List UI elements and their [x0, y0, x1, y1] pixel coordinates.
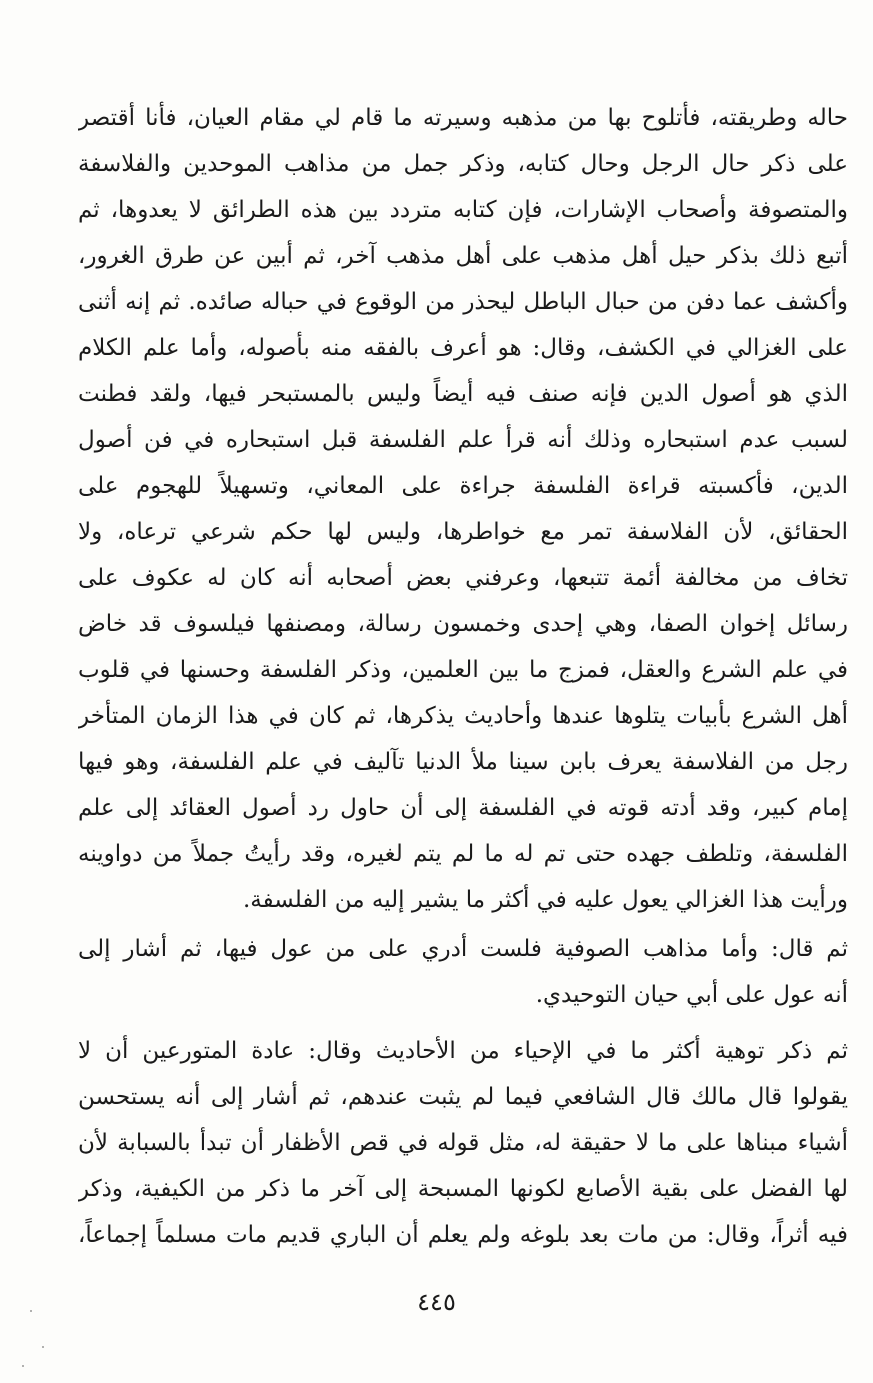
- text-line: رجل من الفلاسفة يعرف بابن سينا ملأ الدنيا تآليف في علم الفلسفة، وهو فيها: [78, 749, 848, 775]
- text-line: ورأيت هذا الغزالي يعول عليه في أكثر ما يشير إليه من الفلسفة.: [242, 887, 848, 913]
- scan-speck: [22, 1365, 24, 1367]
- scan-speck: [30, 1310, 32, 1312]
- text-line: الذي هو أصول الدين فإنه صنف فيه أيضاً وليس بالمستبحر فيها، ولقد فطنت: [78, 381, 848, 407]
- text-line: أهل الشرع بأبيات يتلوها عندها وأحاديث يذكرها، ثم كان في هذا الزمان المتأخر: [78, 703, 848, 729]
- scan-speck: [42, 1346, 44, 1348]
- text-line: يقولوا قال مالك قال الشافعي فيما لم يثبت عندهم، ثم أشار إلى أنه يستحسن: [78, 1084, 848, 1110]
- text-line: على ذكر حال الرجل وحال كتابه، وذكر جمل من مذاهب الموحدين والفلاسفة: [78, 151, 848, 177]
- paragraph-2: [78, 926, 848, 1018]
- text-line: الدين، فأكسبته قراءة الفلسفة جراءة على المعاني، وتسهيلاً للهجوم على: [78, 473, 848, 499]
- text-line: تخاف من مخالفة أئمة تتبعها، وعرفني بعض أصحابه أنه كان له عكوف على: [78, 565, 848, 591]
- text-line: على الغزالي في الكشف، وقال: هو أعرف بالفقه منه بأصوله، وأما علم الكلام: [78, 335, 848, 361]
- text-line: ثم ذكر توهية أكثر ما في الإحياء من الأحاديث وقال: عادة المتورعين أن لا: [78, 1038, 848, 1064]
- paragraph-1: [78, 95, 848, 923]
- text-line: أتبع ذلك بذكر حيل أهل مذهب على أهل مذهب آخر، ثم أبين عن طرق الغرور،: [78, 243, 848, 269]
- text-line: حاله وطريقته، فأتلوح بها من مذهبه وسيرته ما قام لي مقام العيان، فأنا أقتصر: [78, 105, 848, 131]
- text-line: أشياء مبناها على ما لا حقيقة له، مثل قوله في قص الأظفار أن تبدأ بالسبابة لأن: [78, 1130, 848, 1156]
- text-line: أنه عول على أبي حيان التوحيدي.: [535, 982, 848, 1008]
- text-line: ثم قال: وأما مذاهب الصوفية فلست أدري على من عول فيها، ثم أشار إلى: [78, 936, 848, 962]
- page-number: ٤٤٥: [417, 1288, 456, 1316]
- text-line: إمام كبير، وقد أدته قوته في الفلسفة إلى أن حاول رد أصول العقائد إلى علم: [78, 795, 848, 821]
- paragraph-3: [78, 1028, 848, 1258]
- text-line: وأكشف عما دفن من حبال الباطل ليحذر من الوقوع في حباله صائده. ثم إنه أثنى: [78, 289, 848, 315]
- text-line: الفلسفة، وتلطف جهده حتى تم له ما لم يتم لغيره، وقد رأيتُ جملاً من دواوينه: [78, 841, 848, 867]
- text-line: في علم الشرع والعقل، فمزج ما بين العلمين، وذكر الفلسفة وحسنها في قلوب: [78, 657, 848, 683]
- text-line: لسبب عدم استبحاره وذلك أنه قرأ علم الفلسفة قبل استبحاره في فن أصول: [78, 427, 848, 453]
- text-line: فيه أثراً، وقال: من مات بعد بلوغه ولم يعلم أن الباري قديم مات مسلماً إجماعاً،: [78, 1222, 848, 1248]
- text-line: والمتصوفة وأصحاب الإشارات، فإن كتابه متردد بين هذه الطرائق لا يعدوها، ثم: [78, 197, 848, 223]
- text-line: رسائل إخوان الصفا، وهي إحدى وخمسون رسالة، ومصنفها فيلسوف قد خاض: [78, 611, 848, 637]
- text-line: الحقائق، لأن الفلاسفة تمر مع خواطرها، وليس لها حكم شرعي ترعاه، ولا: [78, 519, 848, 545]
- text-line: لها الفضل على بقية الأصابع لكونها المسبحة إلى آخر ما ذكر من الكيفية، وذكر: [78, 1176, 848, 1202]
